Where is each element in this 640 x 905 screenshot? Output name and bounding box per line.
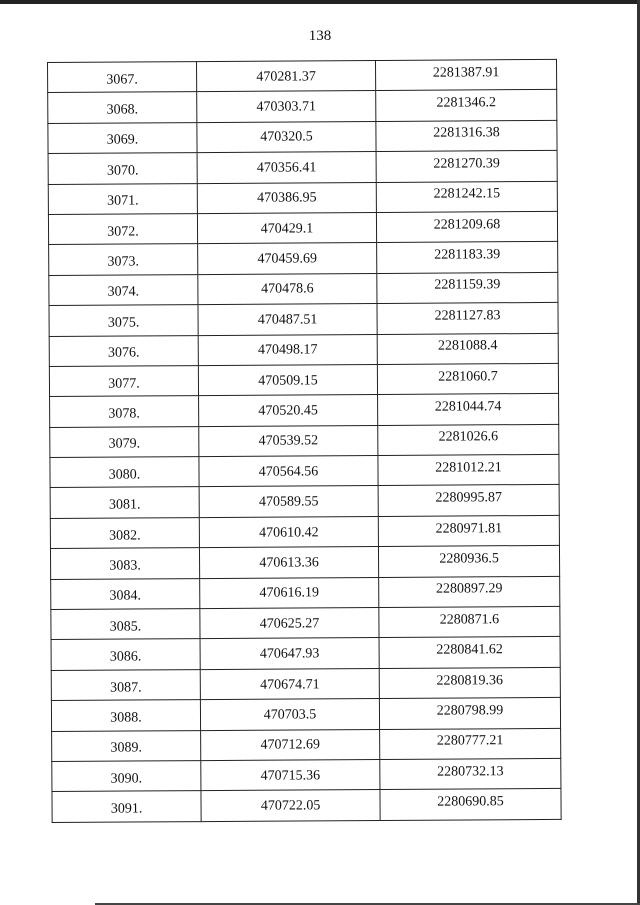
table-row [50,515,559,548]
table-row [50,546,559,579]
point-number-cell [50,517,199,548]
x-coordinate-text: 470703.5 [263,707,317,723]
point-number-cell [52,761,201,792]
x-coordinate-cell [198,364,377,395]
coordinates-table-body [48,59,562,822]
point-number-cell [49,274,198,305]
table-row [48,90,557,123]
x-coordinate-text: 470498.17 [257,342,318,358]
point-number-text: 3074. [107,284,140,301]
x-coordinate-cell [201,790,380,821]
point-number-text: 3081. [108,497,141,513]
point-number-text: 3073. [107,254,140,270]
y-coordinate-cell [377,333,558,364]
y-coordinate-text: 2281183.39 [434,247,501,263]
y-coordinate-text: 2281242.15 [433,186,501,202]
table-row [48,181,557,214]
x-coordinate-cell [197,121,376,152]
table-row [49,363,558,396]
point-number-cell [48,62,197,93]
point-number-text: 3084. [109,588,142,604]
y-coordinate-text: 2281012.21 [435,459,502,476]
coordinates-table [47,59,562,823]
y-coordinate-cell [378,424,559,455]
x-coordinate-text: 470589.55 [258,494,319,510]
table-row [51,637,560,670]
point-number-text: 3076. [107,345,140,361]
point-number-cell [50,426,199,457]
point-number-text: 3085. [109,619,142,635]
y-coordinate-cell [378,454,559,485]
y-coordinate-text: 2281060.7 [438,368,498,385]
table-row [49,303,558,336]
y-coordinate-text: 2280690.85 [437,794,504,810]
y-coordinate-cell [376,151,557,182]
y-coordinate-text: 2280971.81 [435,520,503,537]
table-row [49,333,558,366]
point-number-cell [48,153,197,184]
table-row [48,151,557,184]
x-coordinate-cell [199,395,378,426]
table-row [51,667,560,700]
point-number-text: 3086. [109,649,142,665]
y-coordinate-text: 2281127.83 [434,308,501,324]
y-coordinate-cell [379,576,560,607]
y-coordinate-text: 2280871.6 [439,611,500,628]
point-number-cell [50,396,199,427]
table-row [50,394,559,427]
x-coordinate-text: 470712.69 [260,737,320,753]
x-coordinate-cell [200,577,379,608]
y-coordinate-cell [378,485,559,516]
x-coordinate-cell [199,456,378,487]
y-coordinate-text: 2280897.29 [435,581,503,597]
y-coordinate-cell [379,698,560,729]
y-coordinate-cell [378,394,559,425]
y-coordinate-text: 2281044.74 [434,399,502,415]
point-number-text: 3077. [108,376,140,392]
point-number-text: 3068. [106,102,139,118]
x-coordinate-cell [200,668,379,699]
y-coordinate-cell [376,181,557,212]
point-number-cell [50,548,199,579]
y-coordinate-cell [380,789,561,820]
y-coordinate-text: 2280777.21 [436,733,504,749]
point-number-text: 3069. [106,132,139,149]
y-coordinate-cell [376,120,557,151]
y-coordinate-text: 2281209.68 [433,216,501,233]
y-coordinate-text: 2281088.4 [437,338,498,354]
y-coordinate-text: 2281270.39 [433,156,500,172]
y-coordinate-cell [380,728,561,759]
y-coordinate-cell [380,758,561,789]
point-number-text: 3082. [109,527,141,544]
point-number-text: 3088. [110,710,142,726]
point-number-text: 3079. [108,436,141,453]
table-row [52,758,561,791]
x-coordinate-text: 470610.42 [259,524,319,541]
point-number-cell [48,183,197,214]
point-number-text: 3075. [107,315,140,331]
x-coordinate-text: 470564.56 [258,464,319,480]
x-coordinate-cell [198,243,377,274]
point-number-text: 3087. [110,679,142,696]
x-coordinate-cell [200,638,379,669]
x-coordinate-cell [197,212,376,243]
y-coordinate-cell [377,363,558,394]
point-number-text: 3083. [109,558,141,574]
point-number-cell [49,335,198,366]
y-coordinate-text: 2281026.6 [438,429,499,445]
point-number-text: 3090. [110,771,143,787]
x-coordinate-cell [197,182,376,213]
point-number-text: 3091. [110,801,143,817]
y-coordinate-cell [377,272,558,303]
y-coordinate-text: 2281387.91 [432,64,500,81]
x-coordinate-cell [197,60,376,91]
table-row [48,59,557,92]
y-coordinate-cell [379,667,560,698]
point-number-text: 3070. [106,163,139,179]
x-coordinate-text: 470509.15 [258,372,318,389]
x-coordinate-cell [200,608,379,639]
point-number-cell [51,578,200,609]
point-number-text: 3071. [107,193,139,209]
y-coordinate-cell [377,242,558,273]
point-number-cell [48,122,197,153]
x-coordinate-text: 470520.45 [258,403,318,419]
y-coordinate-cell [379,637,560,668]
table-row [50,424,559,457]
table-row [50,485,559,518]
x-coordinate-text: 470320.5 [260,129,313,146]
x-coordinate-text: 470487.51 [257,312,318,328]
y-coordinate-text: 2281159.39 [434,277,501,294]
x-coordinate-cell [197,91,376,122]
point-number-cell [51,669,200,700]
point-number-cell [50,487,199,518]
point-number-cell [49,305,198,336]
x-coordinate-cell [197,152,376,183]
point-number-cell [49,365,198,396]
x-coordinate-cell [200,699,379,730]
table-row [51,576,560,609]
point-number-text: 3089. [110,740,142,756]
point-number-cell [51,700,200,731]
x-coordinate-text: 470539.52 [258,433,319,450]
x-coordinate-cell [199,516,378,547]
scan-top-border [0,0,640,4]
table-row [50,454,559,487]
point-number-text: 3080. [108,467,141,483]
x-coordinate-text: 470616.19 [259,585,320,602]
x-coordinate-cell [199,547,378,578]
y-coordinate-text: 2280995.87 [435,490,502,506]
x-coordinate-text: 470459.69 [257,251,318,267]
y-coordinate-cell [377,303,558,334]
x-coordinate-text: 470281.37 [256,69,316,85]
point-number-cell [48,214,197,245]
x-coordinate-text: 470478.6 [261,281,314,298]
x-coordinate-text: 470674.71 [260,676,320,693]
y-coordinate-text: 2280936.5 [439,551,499,567]
table-row [51,606,560,639]
x-coordinate-cell [198,273,377,304]
x-coordinate-text: 470722.05 [260,798,321,814]
point-number-cell [51,609,200,640]
y-coordinate-cell [379,606,560,637]
table-row [52,789,561,822]
point-number-cell [52,730,201,761]
page-number: 138 [308,28,332,44]
point-number-text: 3067. [106,72,138,88]
point-number-cell [51,639,200,670]
y-coordinate-text: 2280798.99 [436,703,504,719]
table-row [49,272,558,305]
x-coordinate-text: 470386.95 [257,190,317,206]
y-coordinate-text: 2280841.62 [436,642,503,658]
coordinates-table-container [47,59,560,823]
point-number-cell [52,791,201,822]
x-coordinate-cell [201,759,380,790]
y-coordinate-cell [378,515,559,546]
point-number-cell [49,244,198,275]
x-coordinate-text: 470625.27 [259,616,320,632]
point-number-cell [50,457,199,488]
x-coordinate-cell [201,729,380,760]
point-number-text: 3078. [108,406,140,422]
x-coordinate-text: 470429.1 [260,221,314,237]
x-coordinate-text: 470303.71 [256,99,317,115]
table-row [51,698,560,731]
y-coordinate-text: 2281346.2 [436,95,497,111]
y-coordinate-text: 2280732.13 [437,763,504,780]
x-coordinate-cell [199,425,378,456]
y-coordinate-text: 2280819.36 [436,672,504,689]
x-coordinate-cell [199,486,378,517]
table-row [49,242,558,275]
x-coordinate-cell [198,304,377,335]
y-coordinate-cell [375,59,556,90]
table-row [52,728,561,761]
x-coordinate-text: 470356.41 [256,160,317,176]
point-number-cell [48,92,197,123]
x-coordinate-cell [198,334,377,365]
x-coordinate-text: 470647.93 [259,646,320,662]
table-row [48,120,557,153]
point-number-text: 3072. [107,224,139,240]
x-coordinate-text: 470715.36 [260,768,321,784]
y-coordinate-text: 2281316.38 [433,125,500,142]
x-coordinate-text: 470613.36 [259,555,319,571]
y-coordinate-cell [376,211,557,242]
table-row [48,211,557,244]
y-coordinate-cell [378,546,559,577]
y-coordinate-cell [376,90,557,121]
